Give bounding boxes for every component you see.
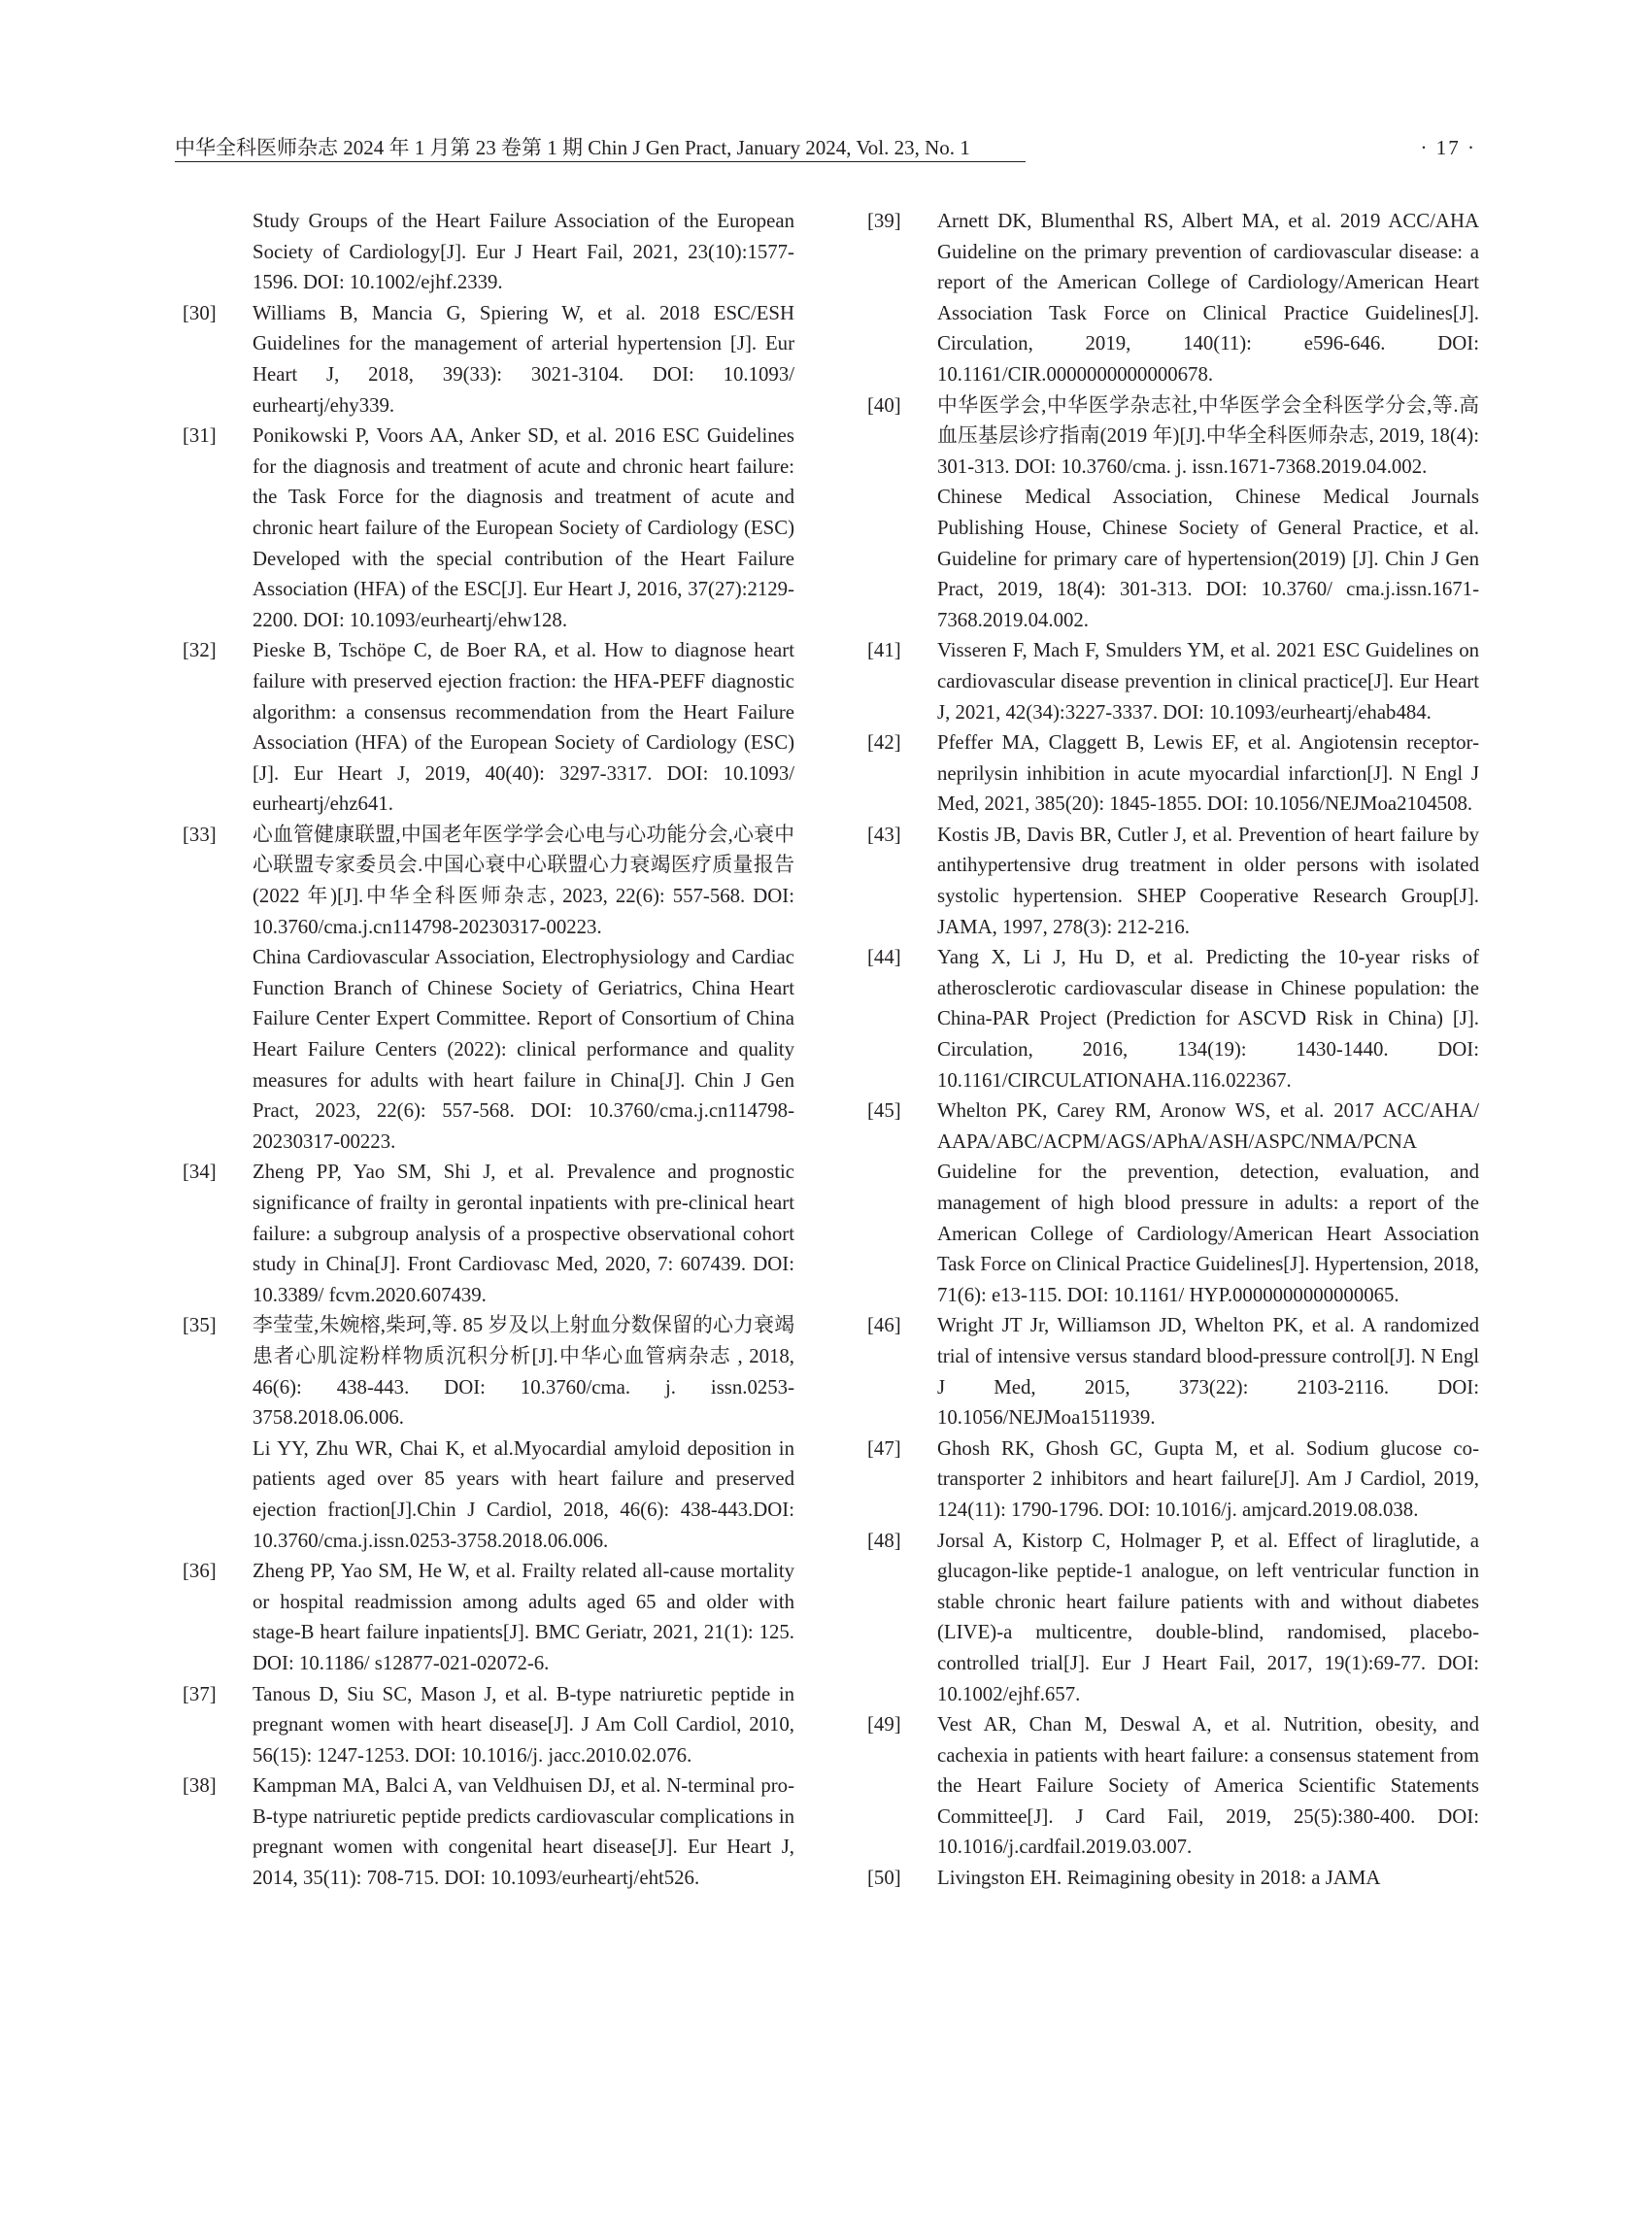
reference-text: Tanous D, Siu SC, Mason J, et al. B-type natriuretic peptide in pregnant women with heart disease[J]. J Am Coll Cardiol, 2010, 56(15): 1247-1253. DOI: 10.1016/j. jacc.2010.02.076. bbox=[253, 1682, 794, 1767]
reference-number: [38] bbox=[183, 1774, 217, 1798]
reference-number: [31] bbox=[183, 424, 217, 448]
reference-number: [37] bbox=[183, 1682, 217, 1705]
reference-item bbox=[867, 942, 1479, 1096]
reference-text: Zheng PP, Yao SM, He W, et al. Frailty related all-cause mortality or hospital readmission among adults aged 65 and older with stage-B heart failure inpatients[J]. BMC Geriatr, 2021, 21(1): 125. DOI: 10.1186/ s12877-021-02072-6. bbox=[253, 1560, 794, 1674]
reference-item bbox=[183, 635, 794, 820]
reference-item bbox=[867, 1526, 1479, 1710]
reference-item bbox=[867, 1433, 1479, 1526]
reference-number: [46] bbox=[867, 1314, 901, 1337]
reference-text: Kampman MA, Balci A, van Veldhuisen DJ, et al. N-terminal pro-B-type natriuretic peptide predicts cardiovascular complications in pregnant women with congenital heart disease[J]. Eur Heart J, 2014, 35(11): 708-715. DOI: 10.1093/eurheartj/eht526. bbox=[253, 1774, 794, 1890]
page-number: · 17 · bbox=[1420, 136, 1476, 159]
reference-text: 心血管健康联盟,中国老年医学学会心电与心功能分会,心衰中心联盟专家委员会.中国心衰中心联盟心力衰竭医疗质量报告(2022 年)[J].中华全科医师杂志, 2023, 22(6): 557-568. DOI: 10.3760/cma.j.cn114798-20230317-00223. bbox=[253, 823, 794, 938]
reference-english-translation: Li YY, Zhu WR, Chai K, et al.Myocardial amyloid deposition in patients aged over 85 years with heart failure and preserved ejection fraction[J].Chin J Cardiol, 2018, 46(6): 438-443.DOI: 10.3760/cma.j.issn.0253-3758.2018.06.006. bbox=[253, 1436, 794, 1552]
reference-text: Pieske B, Tschöpe C, de Boer RA, et al. How to diagnose heart failure with preserved ejection fraction: the HFA-PEFF diagnostic algorithm: a consensus recommendation from the Heart Failure Association (HFA) of the European Society of Cardiology (ESC)[J]. Eur Heart J, 2019, 40(40): 3297-3317. DOI: 10.1093/ eurheartj/ehz641. bbox=[253, 639, 794, 816]
reference-text: Arnett DK, Blumenthal RS, Albert MA, et al. 2019 ACC/AHA Guideline on the primary prevention of cardiovascular disease: a report of the American College of Cardiology/American Heart Association Task Force on Clinical Practice Guidelines[J]. Circulation, 2019, 140(11): e596-646. DOI: 10.1161/CIR.0000000000000678. bbox=[937, 210, 1479, 386]
reference-item bbox=[867, 820, 1479, 942]
reference-number: [43] bbox=[867, 823, 901, 846]
right-column bbox=[867, 206, 1479, 1894]
reference-text: Ponikowski P, Voors AA, Anker SD, et al. 2016 ESC Guidelines for the diagnosis and treatment of acute and chronic heart failure: the Task Force for the diagnosis and treatment of acute and chronic heart failure of the European Society of Cardiology (ESC) Developed with the special contribution of the Heart Failure Association (HFA) of the ESC[J]. Eur Heart J, 2016, 37(27):2129-2200. DOI: 10.1093/eurheartj/ehw128. bbox=[253, 424, 794, 631]
reference-number: [34] bbox=[183, 1161, 217, 1184]
reference-english-translation: China Cardiovascular Association, Electrophysiology and Cardiac Function Branch of Chinese Society of Geriatrics, China Heart Failure Center Expert Committee. Report of Consortium of China Heart Failure Centers (2022): clinical performance and quality measures for adults with heart failure in China[J]. Chin J Gen Pract, 2023, 22(6): 557-568. DOI: 10.3760/cma.j.cn114798-20230317-00223. bbox=[253, 946, 794, 1153]
reference-item bbox=[183, 1157, 794, 1310]
reference-number: [39] bbox=[867, 210, 901, 232]
reference-text: Wright JT Jr, Williamson JD, Whelton PK, et al. A randomized trial of intensive versus standard blood-pressure control[J]. N Engl J Med, 2015, 373(22): 2103-2116. DOI: 10.1056/NEJMoa1511939. bbox=[937, 1314, 1479, 1430]
reference-number: [49] bbox=[867, 1713, 901, 1736]
reference-number: [32] bbox=[183, 639, 217, 662]
reference-number: [47] bbox=[867, 1436, 901, 1460]
header-rule bbox=[175, 161, 1026, 162]
reference-item bbox=[183, 1770, 794, 1893]
reference-item bbox=[183, 1310, 794, 1556]
reference-text: Zheng PP, Yao SM, Shi J, et al. Prevalence and prognostic significance of frailty in gerontal inpatients with pre-clinical heart failure: a subgroup analysis of a prospective observational cohort study in China[J]. Front Cardiovasc Med, 2020, 7: 607439. DOI: 10.3389/ fcvm.2020.607439. bbox=[253, 1161, 794, 1306]
reference-number: [50] bbox=[867, 1867, 901, 1890]
reference-item bbox=[183, 421, 794, 635]
reference-number: [30] bbox=[183, 301, 217, 324]
reference-item bbox=[183, 1679, 794, 1771]
reference-text: 中华医学会,中华医学杂志社,中华医学会全科医学分会,等.高血压基层诊疗指南(2019 年)[J].中华全科医师杂志, 2019, 18(4): 301-313. DOI: 10.3760/cma. j. issn.1671-7368.2019.04.002. bbox=[937, 393, 1479, 478]
reference-item bbox=[867, 1096, 1479, 1310]
reference-text: Livingston EH. Reimagining obesity in 2018: a JAMA bbox=[937, 1867, 1381, 1890]
reference-text: Williams B, Mancia G, Spiering W, et al. 2018 ESC/ESH Guidelines for the management of arterial hypertension [J]. Eur Heart J, 2018, 39(33): 3021-3104. DOI: 10.1093/ eurheartj/ehy339. bbox=[253, 301, 794, 417]
left-column bbox=[183, 206, 794, 1894]
reference-number: [40] bbox=[867, 393, 901, 417]
reference-text: 李莹莹,朱婉榕,柴珂,等. 85 岁及以上射血分数保留的心力衰竭患者心肌淀粉样物质沉积分析[J].中华心血管病杂志 , 2018, 46(6): 438-443. DOI: 10.3760/cma. j. issn.0253-3758.2018.06.006. bbox=[253, 1314, 794, 1430]
reference-number: [45] bbox=[867, 1099, 901, 1123]
reference-number: [44] bbox=[867, 946, 901, 969]
reference-item bbox=[867, 1310, 1479, 1433]
reference-text: Study Groups of the Heart Failure Association of the European Society of Cardiology[J]. Eur J Heart Fail, 2021, 23(10):1577-1596. DOI: 10.1002/ejhf.2339. bbox=[253, 210, 794, 294]
reference-number: [36] bbox=[183, 1560, 217, 1583]
reference-item bbox=[867, 1863, 1479, 1894]
reference-item bbox=[867, 727, 1479, 820]
running-header bbox=[175, 130, 1476, 165]
reference-item bbox=[183, 298, 794, 421]
reference-number: [41] bbox=[867, 639, 901, 662]
reference-item bbox=[867, 206, 1479, 390]
reference-text: Pfeffer MA, Claggett B, Lewis EF, et al. Angiotensin receptor-neprilysin inhibition in acute myocardial infarction[J]. N Engl J Med, 2021, 385(20): 1845-1855. DOI: 10.1056/NEJMoa2104508. bbox=[937, 731, 1479, 816]
reference-number: [48] bbox=[867, 1529, 901, 1552]
reference-item bbox=[867, 635, 1479, 727]
reference-number: [42] bbox=[867, 731, 901, 755]
reference-text: Ghosh RK, Ghosh GC, Gupta M, et al. Sodium glucose co-transporter 2 inhibitors and heart failure[J]. Am J Cardiol, 2019, 124(11): 1790-1796. DOI: 10.1016/j. amjcard.2019.08.038. bbox=[937, 1436, 1479, 1521]
reference-text: Yang X, Li J, Hu D, et al. Predicting the 10-year risks of atherosclerotic cardiovascular disease in Chinese population: the China-PAR Project (Prediction for ASCVD Risk in China) [J]. Circulation, 2016, 134(19): 1430-1440. DOI: 10.1161/CIRCULATIONAHA.116.022367. bbox=[937, 946, 1479, 1092]
reference-text: Vest AR, Chan M, Deswal A, et al. Nutrition, obesity, and cachexia in patients with heart failure: a consensus statement from the Heart Failure Society of America Scientific Statements Committee[J]. J Card Fail, 2019, 25(5):380-400. DOI: 10.1016/j.cardfail.2019.03.007. bbox=[937, 1713, 1479, 1859]
reference-continuation bbox=[183, 206, 794, 298]
reference-text: Jorsal A, Kistorp C, Holmager P, et al. Effect of liraglutide, a glucagon-like peptide-1 analogue, on left ventricular function in stable chronic heart failure patients with and without diabetes (LIVE)-a multicentre, double-blind, randomised, placebo-controlled trial[J]. Eur J Heart Fail, 2017, 19(1):69-77. DOI: 10.1002/ejhf.657. bbox=[937, 1529, 1479, 1705]
reference-text: Visseren F, Mach F, Smulders YM, et al. 2021 ESC Guidelines on cardiovascular disease prevention in clinical practice[J]. Eur Heart J, 2021, 42(34):3227-3337. DOI: 10.1093/eurheartj/ehab484. bbox=[937, 639, 1479, 724]
journal-citation-line: 中华全科医师杂志 2024 年 1 月第 23 卷第 1 期 Chin J Gen Pract, January 2024, Vol. 23, No. 1 bbox=[175, 136, 970, 159]
reference-text: Whelton PK, Carey RM, Aronow WS, et al. 2017 ACC/AHA/ AAPA/ABC/ACPM/AGS/APhA/ASH/ASPC/NMA/PCNA Guideline for the prevention, detection, evaluation, and management of high blood pressure in adults: a report of the American College of Cardiology/American Heart Association Task Force on Clinical Practice Guidelines[J]. Hypertension, 2018, 71(6): e13-115. DOI: 10.1161/ HYP.0000000000000065. bbox=[937, 1099, 1479, 1306]
reference-number: [35] bbox=[183, 1314, 217, 1337]
reference-item bbox=[183, 1556, 794, 1678]
reference-english-translation: Chinese Medical Association, Chinese Medical Journals Publishing House, Chinese Society of General Practice, et al. Guideline for primary care of hypertension(2019) [J]. Chin J Gen Pract, 2019, 18(4): 301-313. DOI: 10.3760/ cma.j.issn.1671-7368.2019.04.002. bbox=[937, 486, 1479, 631]
reference-number: [33] bbox=[183, 823, 217, 846]
reference-item bbox=[183, 820, 794, 1158]
reference-text: Kostis JB, Davis BR, Cutler J, et al. Prevention of heart failure by antihypertensive drug treatment in older persons with isolated systolic hypertension. SHEP Cooperative Research Group[J]. JAMA, 1997, 278(3): 212-216. bbox=[937, 823, 1479, 938]
reference-item bbox=[867, 390, 1479, 636]
reference-item bbox=[867, 1709, 1479, 1863]
